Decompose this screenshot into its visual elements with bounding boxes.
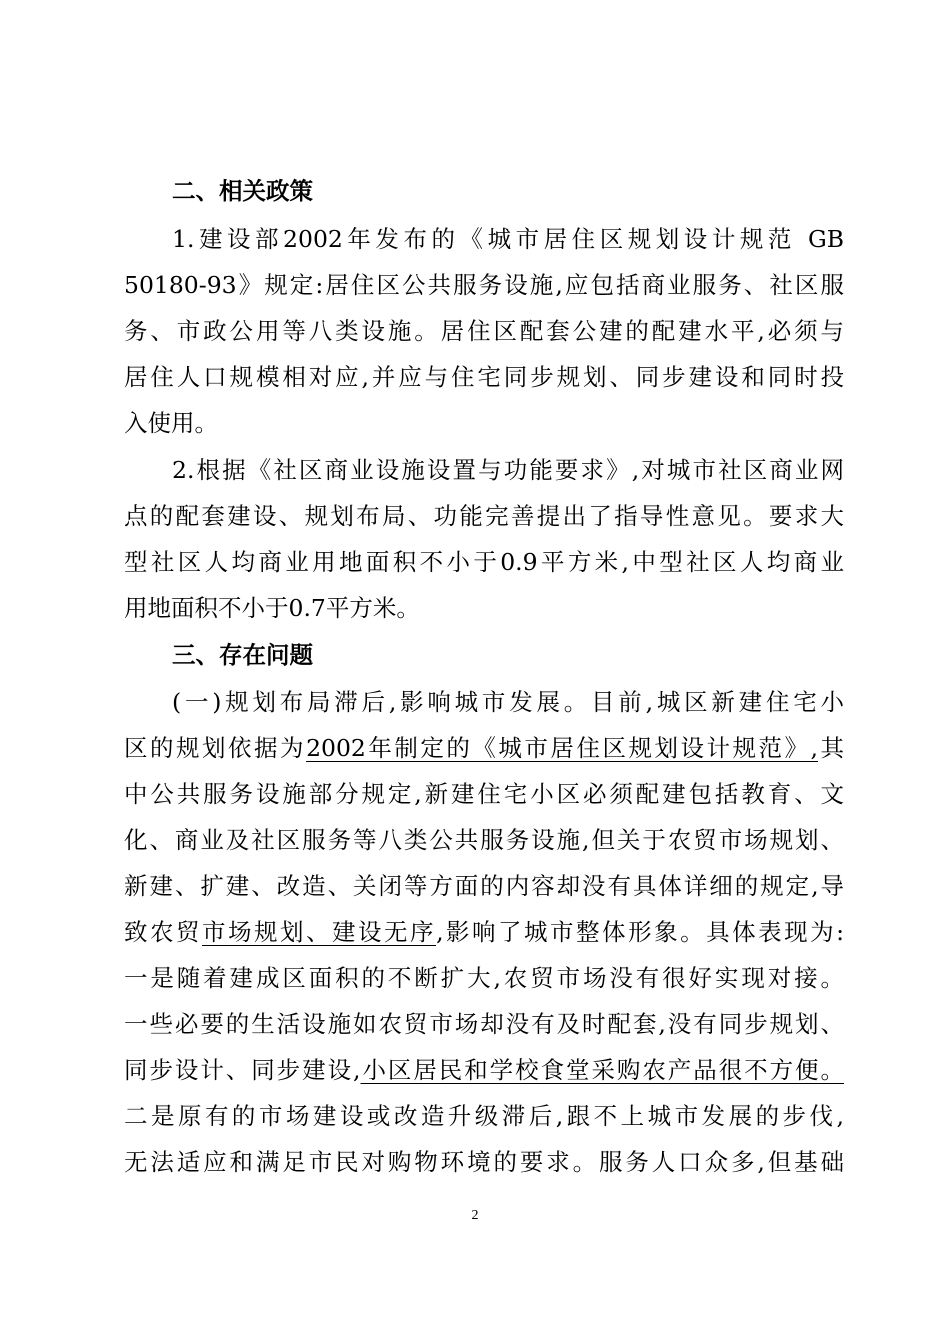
policy-2-line-1: 2.根据《社区商业设施设置与功能要求》,对城市社区商业网 [172, 456, 844, 484]
issue-1-line-3: 中公共服务设施部分规定,新建住宅小区必须配建包括教育、文 [124, 780, 844, 808]
issue-1-line-7: 一是随着建成区面积的不断扩大,农贸市场没有很好实现对接。 [124, 964, 844, 992]
text-segment: ,影响了城市整体形象。具体表现为: [436, 918, 845, 946]
issue-1-line-11: 无法适应和满足市民对购物环境的要求。服务人口众多,但基础 [124, 1148, 844, 1176]
issue-1-line-5: 新建、扩建、改造、关闭等方面的内容却没有具体详细的规定,导 [124, 872, 844, 900]
text-segment: 同步设计、同步建设, [124, 1056, 361, 1084]
policy-1-line-3: 务、市政公用等八类设施。居住区配套公建的配建水平,必须与 [124, 317, 844, 345]
issue-1-line-4: 化、商业及社区服务等八类公共服务设施,但关于农贸市场规划、 [124, 826, 844, 854]
policy-1-line-2: 50180-93》规定:居住区公共服务设施,应包括商业服务、社区服 [124, 271, 844, 299]
policy-1-line-1: 1.建设部2002年发布的《城市居住区规划设计规范 GB [172, 225, 844, 253]
section-heading-policies: 二、相关政策 [172, 177, 313, 205]
policy-2-line-2: 点的配套建设、规划布局、功能完善提出了指导性意见。要求大 [124, 502, 844, 530]
policy-2-line-4: 用地面积不小于0.7平方米。 [124, 594, 420, 622]
text-segment: 区的规划依据为 [124, 734, 307, 762]
text-segment: 其 [818, 734, 845, 762]
underlined-text: 小区居民和学校食堂采购农产品很不方便。 [360, 1056, 844, 1084]
issue-1-line-8: 一些必要的生活设施如农贸市场却没有及时配套,没有同步规划、 [124, 1010, 844, 1038]
issue-1-line-10: 二是原有的市场建设或改造升级滞后,跟不上城市发展的步伐, [124, 1102, 844, 1130]
issue-1-line-1: (一)规划布局滞后,影响城市发展。目前,城区新建住宅小 [172, 688, 844, 716]
issue-1-line-6 [124, 909, 844, 955]
page-number: 2 [471, 1208, 479, 1223]
policy-1-line-5: 入使用。 [124, 409, 218, 437]
issue-1-line-2 [124, 725, 844, 771]
policy-1-line-4: 居住人口规模相对应,并应与住宅同步规划、同步建设和同时投 [124, 363, 844, 391]
text-segment: 致农贸 [124, 918, 203, 946]
issue-1-line-9 [124, 1047, 844, 1093]
policy-2-line-3: 型社区人均商业用地面积不小于0.9平方米,中型社区人均商业 [124, 548, 844, 576]
underlined-text: 2002年制定的《城市居住区规划设计规范》, [306, 734, 818, 762]
section-heading-issues: 三、存在问题 [172, 641, 313, 669]
underlined-text: 市场规划、建设无序 [202, 918, 437, 946]
